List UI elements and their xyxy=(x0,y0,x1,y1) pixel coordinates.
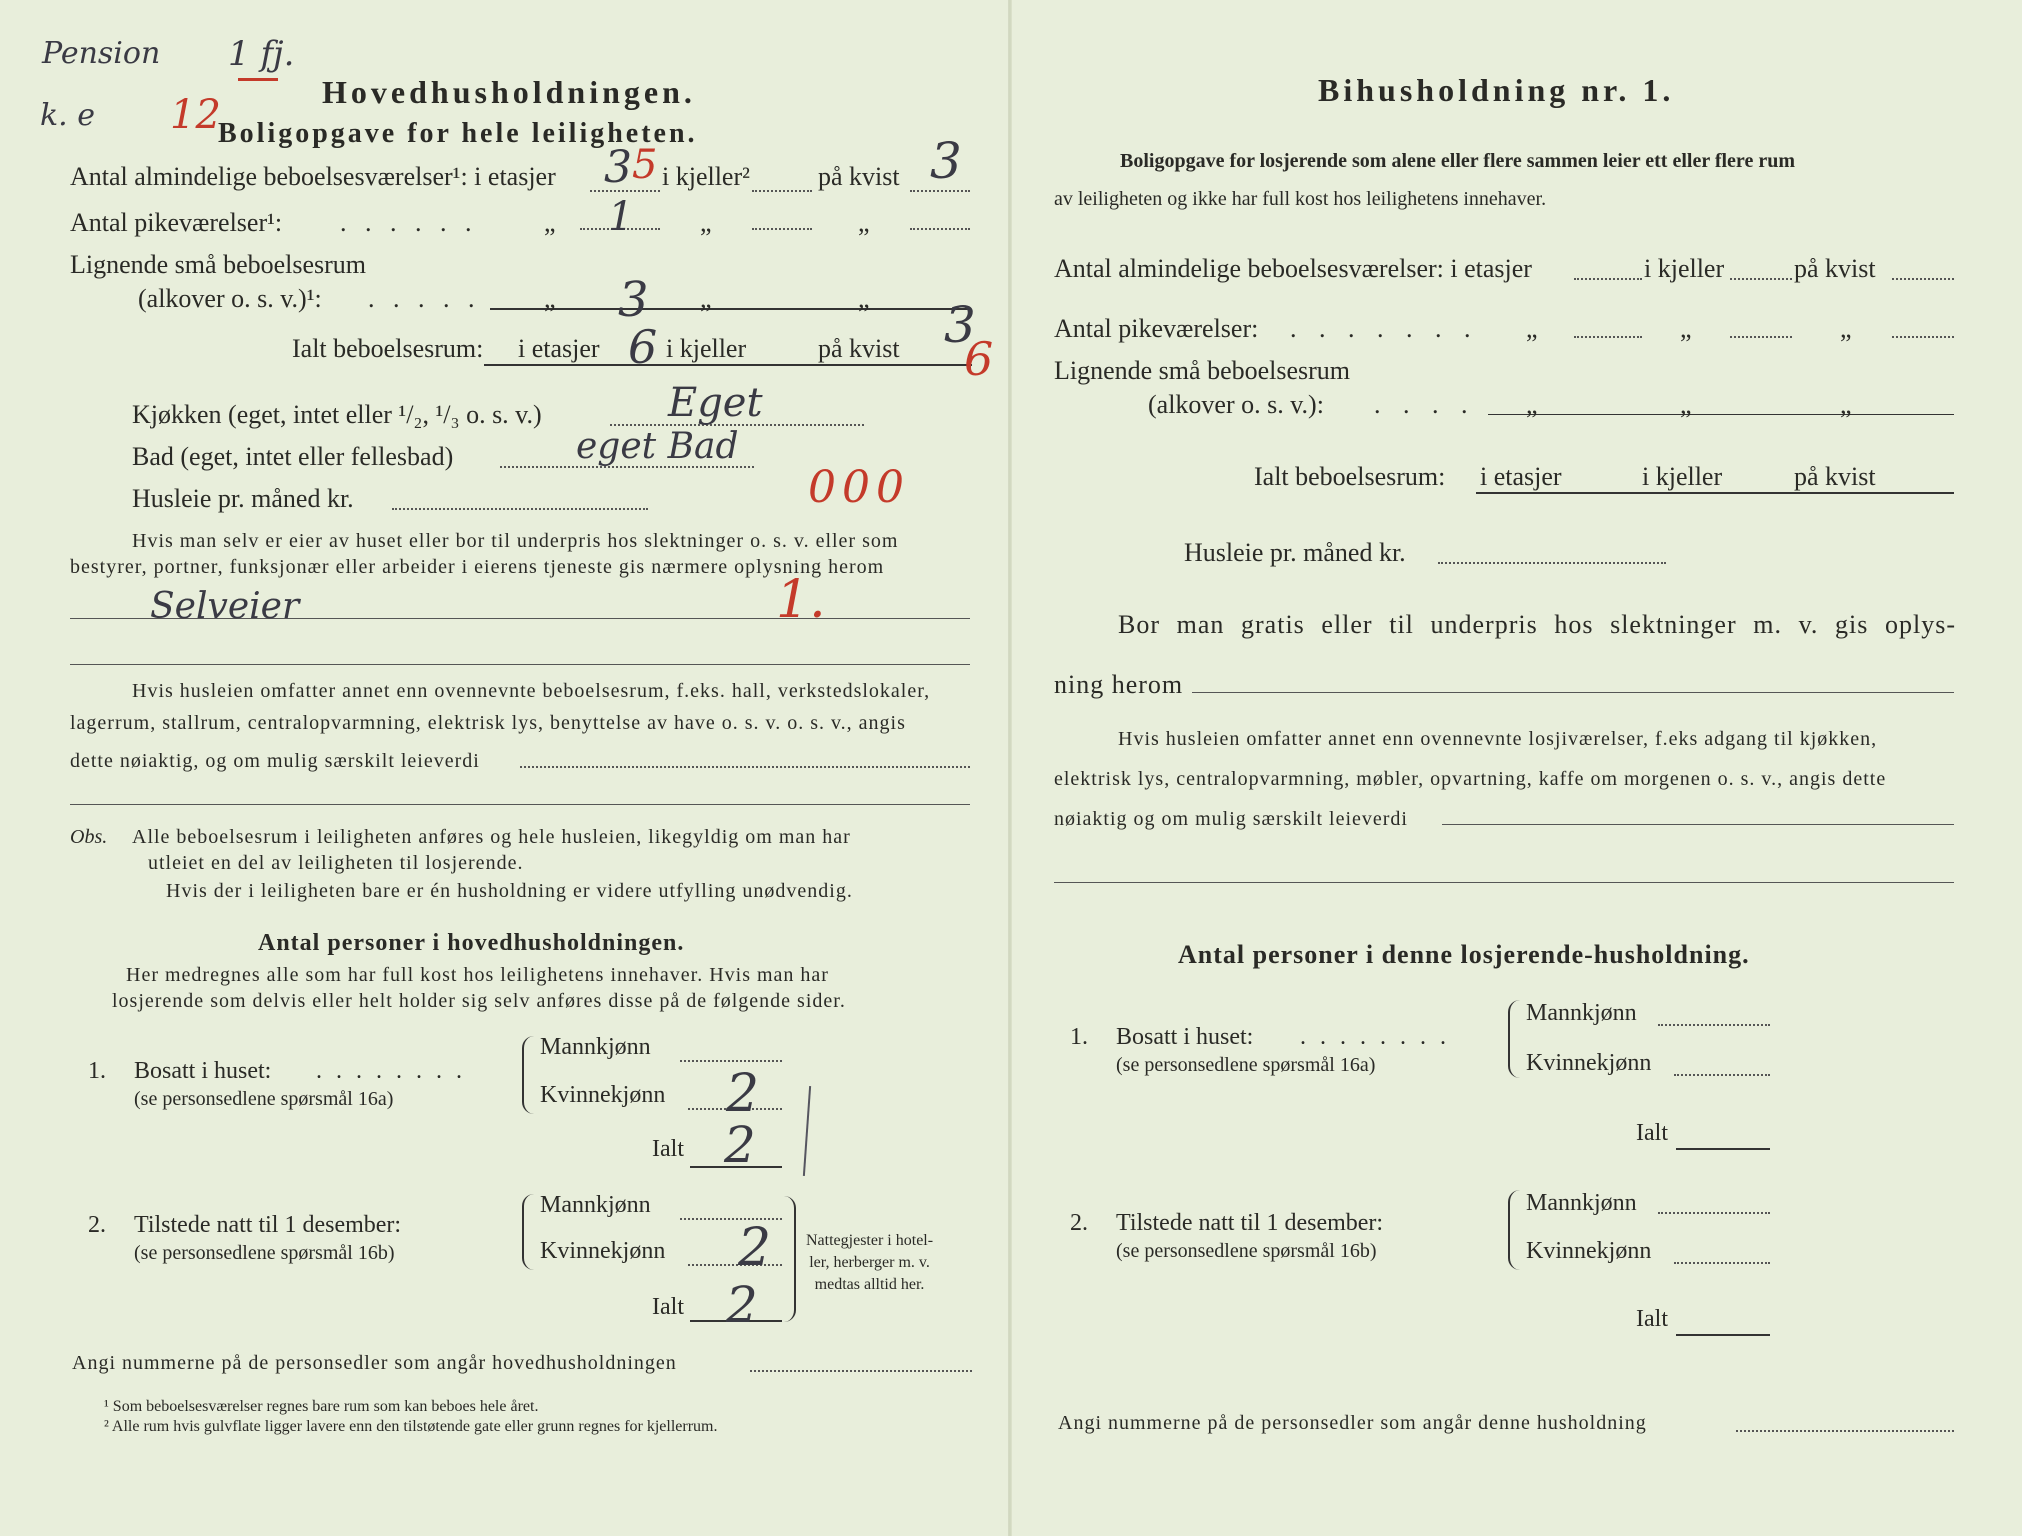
right-row-lign-dots: . . . . xyxy=(1374,390,1476,419)
left-row-pike-label: Antal pikeværelser¹: xyxy=(70,208,283,237)
left-q1-ialt: Ialt xyxy=(652,1136,684,1162)
right-q1-kvinne: Kvinnekjønn xyxy=(1526,1050,1652,1076)
right-q1-sub: (se personsedlene spørsmål 16a) xyxy=(1116,1054,1376,1076)
hw-husleie: 000 xyxy=(808,462,910,513)
left-lign-ditto-3: „ xyxy=(858,284,870,313)
right-pike-etasjer-field[interactable] xyxy=(1574,336,1642,338)
left-row-ialt-etasjer: i etasjer xyxy=(518,334,600,363)
right-q1-label: Bosatt i huset: xyxy=(1116,1024,1254,1050)
left-omfatter-line-3: dette nøiaktig, og om mulig særskilt leieverdi xyxy=(70,750,480,772)
hw-alm-kvist: 3 xyxy=(930,132,962,190)
left-husleie-field[interactable] xyxy=(392,508,648,510)
right-q2-num: 2. xyxy=(1070,1210,1088,1236)
left-q1-label: Bosatt i huset: xyxy=(134,1058,272,1084)
left-q2-sub: (se personsedlene spørsmål 16b) xyxy=(134,1242,395,1264)
left-q2-right-brace xyxy=(782,1196,796,1322)
left-lign-underline xyxy=(490,308,970,310)
hw-ialt-red: 6 xyxy=(964,332,994,386)
left-row-lign-dots: . . . . . xyxy=(368,284,481,313)
left-bad-label: Bad (eget, intet eller fellesbad) xyxy=(132,442,454,471)
left-alm-kvist-field[interactable] xyxy=(910,190,970,192)
hw-bosatt-ialt: 2 xyxy=(724,1116,756,1174)
hw-tilstede-ialt: 2 xyxy=(726,1276,758,1334)
right-q1-num: 1. xyxy=(1070,1024,1088,1050)
right-lign-ditto-2: „ xyxy=(1680,390,1692,419)
right-husleie-field[interactable] xyxy=(1438,562,1666,564)
right-row-alm-kjeller: i kjeller xyxy=(1644,254,1725,283)
hw-pike: 1 xyxy=(608,194,634,240)
left-row-alm-kvist: på kvist xyxy=(818,162,900,191)
hw-ialt-kvist: 3 xyxy=(944,296,976,354)
left-ialt-underline xyxy=(484,364,972,366)
left-omfatter-field-1[interactable] xyxy=(520,766,970,768)
left-pike-ditto-3: „ xyxy=(858,208,870,237)
right-omfatter-field-2[interactable] xyxy=(1054,882,1954,883)
hw-lign: 3 xyxy=(618,272,649,328)
right-omfatter-line-2: elektrisk lys, centralopvarmning, møbler, opvartning, kaffe om morgenen o. s. v., angis dette xyxy=(1054,768,1887,790)
left-omfatter-line-1: Hvis husleien omfatter annet enn ovennevnte beboelsesrum, f.eks. hall, verkstedslokaler, xyxy=(132,680,931,702)
left-lign-ditto-1: „ xyxy=(544,284,556,313)
hw-pension: Pension xyxy=(42,36,161,71)
left-obs-line-1: Alle beboelsesrum i leiligheten anføres og hele husleien, likegyldig om man har xyxy=(132,826,851,848)
hw-eier: Selveier xyxy=(150,586,300,627)
right-omfatter-line-3: nøiaktig og om mulig særskilt leieverdi xyxy=(1054,808,1408,830)
left-obs-label: Obs. xyxy=(70,826,108,848)
right-row-lign-label-1: Lignende små beboelsesrum xyxy=(1054,356,1351,385)
right-persons-title: Antal personer i denne losjerende-husholdning. xyxy=(1178,940,1750,969)
left-row-alm-label: Antal almindelige beboelsesværelser¹: i etasjer xyxy=(70,162,556,191)
right-q2-sub: (se personsedlene spørsmål 16b) xyxy=(1116,1240,1377,1262)
right-lign-underline xyxy=(1488,414,1954,415)
left-omfatter-field-2[interactable] xyxy=(70,804,970,805)
right-title: Bihusholdning nr. 1. xyxy=(1318,72,1675,108)
hw-kjokken: Eget xyxy=(668,380,763,426)
left-eier-line-2: bestyrer, portner, funksjonær eller arbeider i eierens tjeneste gis nærmere oplysning herom xyxy=(70,556,885,578)
page-fold xyxy=(1008,0,1012,1536)
right-row-pike-dots: . . . . . . . xyxy=(1290,314,1479,343)
left-persons-title: Antal personer i hovedhusholdningen. xyxy=(258,930,685,956)
left-pike-ditto-2: „ xyxy=(700,208,712,237)
right-q2-brace xyxy=(1508,1190,1522,1270)
right-angi-field[interactable] xyxy=(1736,1430,1954,1432)
left-q1-num: 1. xyxy=(88,1058,106,1084)
left-q2-num: 2. xyxy=(88,1212,106,1238)
right-q2-kvinne: Kvinnekjønn xyxy=(1526,1238,1652,1264)
left-q2-brace xyxy=(522,1194,536,1270)
left-lign-ditto-2: „ xyxy=(700,284,712,313)
hw-bosatt-kvinne: 2 xyxy=(726,1064,760,1124)
left-row-pike-dots: . . . . . . xyxy=(340,208,478,237)
left-q2-label: Tilstede natt til 1 desember: xyxy=(134,1212,402,1238)
left-footnote-2: ² Alle rum hvis gulvflate ligger lavere enn den tilstøtende gate eller grunn regnes for kjellerrum. xyxy=(104,1418,718,1435)
left-row-alm-kjeller: i kjeller² xyxy=(662,162,750,191)
left-q1-mann: Mannkjønn xyxy=(540,1034,651,1060)
left-husleie-label: Husleie pr. måned kr. xyxy=(132,484,354,513)
right-q1-dots: . . . . . . . . xyxy=(1300,1024,1450,1050)
left-persons-line-1: Her medregnes alle som har full kost hos leilighetens innehaver. Hvis man har xyxy=(126,964,829,986)
right-row-ialt-kjeller: i kjeller xyxy=(1642,462,1723,491)
right-q1-ialt-field[interactable] xyxy=(1676,1148,1770,1150)
hw-ialt-etasjer: 6 xyxy=(628,320,658,374)
nattegjester-line-3: medtas alltid her. xyxy=(814,1276,925,1293)
right-row-alm-label: Antal almindelige beboelsesværelser: i etasjer xyxy=(1054,254,1532,283)
right-pike-kjeller-field[interactable] xyxy=(1730,336,1792,338)
nattegjester-line-2: ler, herberger m. v. xyxy=(809,1254,930,1271)
right-q2-mann-field[interactable] xyxy=(1658,1212,1770,1214)
right-pike-ditto-2: „ xyxy=(1680,314,1692,343)
right-q1-mann-field[interactable] xyxy=(1658,1024,1770,1026)
right-pike-kvist-field[interactable] xyxy=(1892,336,1954,338)
hw-alm-etasjer-red: 5 xyxy=(632,142,658,188)
right-q2-mann: Mannkjønn xyxy=(1526,1190,1637,1216)
left-obs-line-3: Hvis der i leiligheten bare er én husholdning er videre utfylling unødvendig. xyxy=(166,880,853,902)
right-bor-line-1-text: Bor man gratis eller til underpris hos slektninger m. v. gis oplys- xyxy=(1118,610,1956,639)
right-q2-label: Tilstede natt til 1 desember: xyxy=(1116,1210,1384,1236)
left-pike-kjeller-field[interactable] xyxy=(752,228,812,230)
right-angi-label: Angi nummerne på de personsedler som angår denne husholdning xyxy=(1058,1412,1647,1434)
right-alm-kjeller-field[interactable] xyxy=(1730,278,1792,280)
nattegjester-line-1: Nattegjester i hotel- xyxy=(806,1232,934,1249)
left-row-ialt-kvist: på kvist xyxy=(818,334,900,363)
right-row-alm-kvist: på kvist xyxy=(1794,254,1876,283)
left-row-lign-label-2: (alkover o. s. v.)¹: xyxy=(138,284,322,313)
left-alm-kjeller-field[interactable] xyxy=(752,190,812,192)
right-bor-line-1 xyxy=(1118,610,1956,640)
right-row-ialt-label: Ialt beboelsesrum: xyxy=(1254,462,1446,491)
left-eier-field-2[interactable] xyxy=(70,664,970,665)
right-q2-kvinne-field[interactable] xyxy=(1674,1262,1770,1264)
hw-red-dash xyxy=(238,78,278,81)
left-q1-sub: (se personsedlene spørsmål 16a) xyxy=(134,1088,394,1110)
right-row-lign-label-2: (alkover o. s. v.): xyxy=(1148,390,1324,419)
right-lign-ditto-3: „ xyxy=(1840,390,1852,419)
right-alm-etasjer-field[interactable] xyxy=(1574,278,1642,280)
right-husleie-label: Husleie pr. måned kr. xyxy=(1184,538,1406,567)
left-q2-mann: Mannkjønn xyxy=(540,1192,651,1218)
right-q1-brace xyxy=(1508,1000,1522,1078)
left-pike-kvist-field[interactable] xyxy=(910,228,970,230)
left-angi-field[interactable] xyxy=(750,1370,972,1372)
hw-ke: k. e xyxy=(40,98,96,133)
left-q1-brace xyxy=(522,1036,536,1114)
right-bor-field[interactable] xyxy=(1192,692,1954,693)
hw-pension-mark: 1 fj. xyxy=(228,34,295,74)
right-row-pike-label: Antal pikeværelser: xyxy=(1054,314,1259,343)
left-omfatter-line-2: lagerrum, stallrum, centralopvarmning, elektrisk lys, benyttelse av have o. s. v. o. s. v., angis xyxy=(70,712,906,734)
left-q1-dots: . . . . . . . . xyxy=(316,1058,466,1084)
hw-bad: eget Bad xyxy=(576,426,739,467)
right-intro-1 xyxy=(1120,150,1795,173)
right-omfatter-line-1: Hvis husleien omfatter annet enn ovennevnte losjiværelser, f.eks adgang til kjøkken, xyxy=(1118,728,1878,750)
right-q2-ialt-field[interactable] xyxy=(1676,1334,1770,1336)
right-q1-mann: Mannkjønn xyxy=(1526,1000,1637,1026)
left-subtitle: Boligopgave for hele leiligheten. xyxy=(218,118,698,149)
left-row-ialt-label: Ialt beboelsesrum: xyxy=(292,334,484,363)
hw-eier-red: 1. xyxy=(776,570,826,630)
right-pike-ditto-3: „ xyxy=(1840,314,1852,343)
left-pike-ditto-1: „ xyxy=(544,208,556,237)
left-row-lign-label-1: Lignende små beboelsesrum xyxy=(70,250,367,279)
right-row-ialt-etasjer: i etasjer xyxy=(1480,462,1562,491)
left-obs-line-2: utleiet en del av leiligheten til losjerende. xyxy=(148,852,524,874)
left-footnote-1: ¹ Som beboelsesværelser regnes bare rum som kan beboes hele året. xyxy=(104,1398,539,1415)
right-alm-kvist-field[interactable] xyxy=(1892,278,1954,280)
left-eier-line-1: Hvis man selv er eier av huset eller bor til underpris hos slektninger o. s. v. eller som xyxy=(132,530,899,552)
right-bor-line-2: ning herom xyxy=(1054,670,1184,699)
left-kjokken-label: Kjøkken (eget, intet eller ¹/₂, ¹/₃ o. s. v.) xyxy=(132,400,542,429)
right-row-ialt-kvist: på kvist xyxy=(1794,462,1876,491)
hw-check-stroke xyxy=(803,1086,811,1176)
left-q1-mann-field[interactable] xyxy=(680,1060,782,1062)
right-ialt-underline xyxy=(1476,492,1954,494)
left-angi-label: Angi nummerne på de personsedler som angår hovedhusholdningen xyxy=(72,1352,677,1374)
right-lign-ditto-1: „ xyxy=(1526,390,1538,419)
left-nattegjester-note xyxy=(806,1230,933,1296)
left-title: Hovedhusholdningen. xyxy=(322,74,696,110)
left-persons-line-2: losjerende som delvis eller helt holder sig selv anføres disse på de følgende sider. xyxy=(112,990,846,1012)
hw-alm-etasjer: 3 xyxy=(604,142,632,193)
left-q1-kvinne: Kvinnekjønn xyxy=(540,1082,666,1108)
left-q2-ialt: Ialt xyxy=(652,1294,684,1320)
right-omfatter-field-1[interactable] xyxy=(1442,824,1954,825)
left-row-ialt-kjeller: i kjeller xyxy=(666,334,747,363)
right-q1-kvinne-field[interactable] xyxy=(1674,1074,1770,1076)
hw-tilstede-kvinne: 2 xyxy=(738,1218,772,1278)
left-q2-kvinne: Kvinnekjønn xyxy=(540,1238,666,1264)
right-intro-2: av leiligheten og ikke har full kost hos leilighetens innehaver. xyxy=(1054,188,1547,210)
right-q1-ialt: Ialt xyxy=(1636,1120,1668,1146)
hw-num-12: 12 xyxy=(170,92,221,138)
right-q2-ialt: Ialt xyxy=(1636,1306,1668,1332)
right-pike-ditto-1: „ xyxy=(1526,314,1538,343)
right-intro-line-1: Boligopgave for losjerende som alene eller flere sammen leier ett eller flere rum xyxy=(1120,150,1795,172)
